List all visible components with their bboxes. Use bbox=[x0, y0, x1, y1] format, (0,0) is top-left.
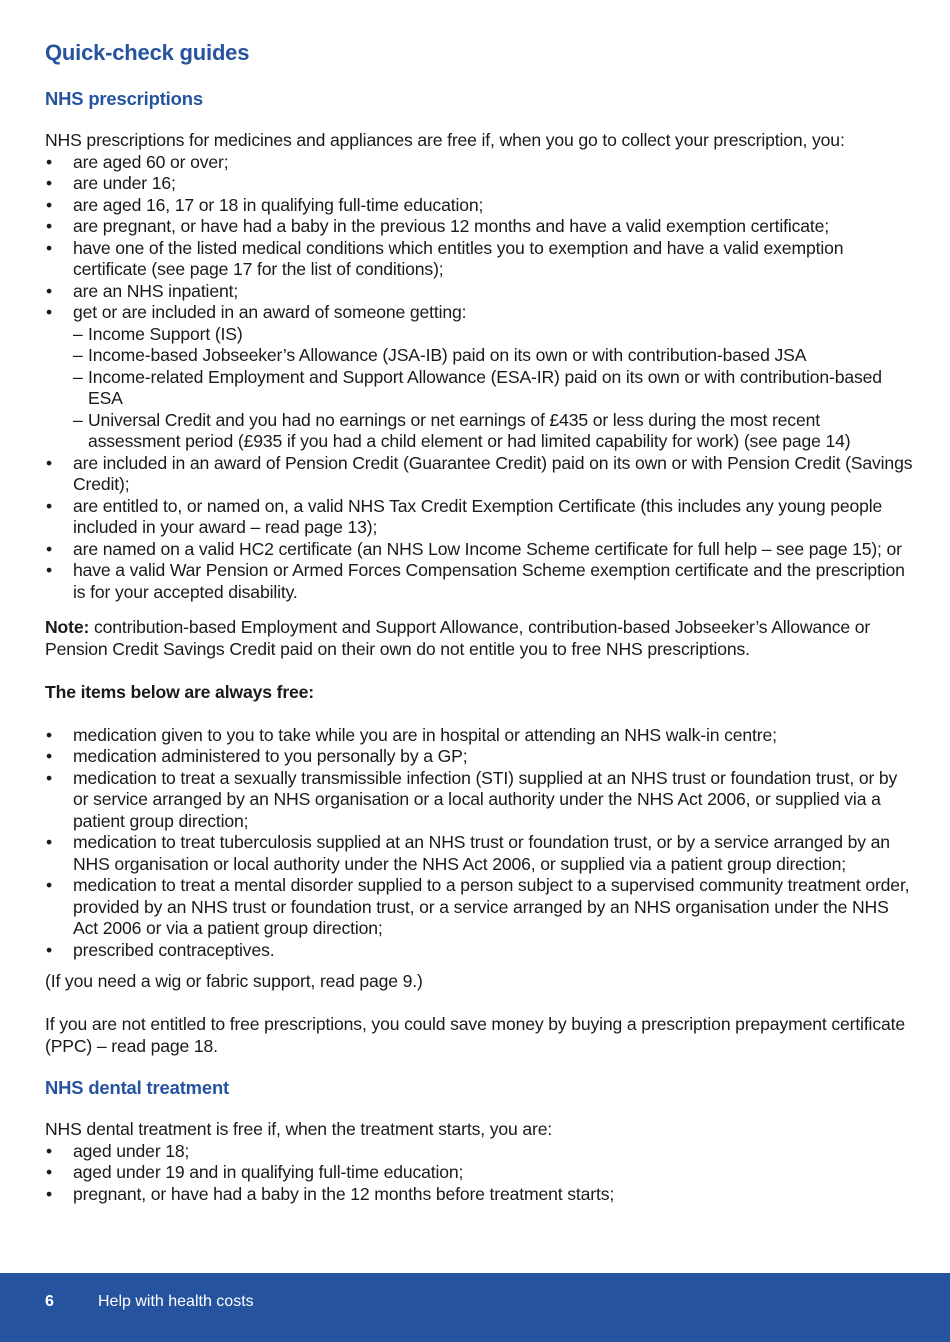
page-number: 6 bbox=[45, 1293, 54, 1310]
list-item-benefits bbox=[45, 302, 915, 453]
sub-list-item: – Income-related Employment and Support Allowance (ESA-IR) paid on its own or with contribution-based ESA bbox=[73, 367, 915, 410]
list-item: • medication to treat tuberculosis supplied at an NHS trust or foundation trust, or by a service arranged by an NHS organisation or local authority under the NHS Act 2006, or supplied via a patient group direction; bbox=[45, 832, 915, 875]
list-item: • medication administered to you personally by a GP; bbox=[45, 746, 915, 768]
list-item: • pregnant, or have had a baby in the 12 months before treatment starts; bbox=[45, 1184, 915, 1206]
section-heading-dental: NHS dental treatment bbox=[45, 1077, 230, 1098]
list-item: • are pregnant, or have had a baby in the previous 12 months and have a valid exemption certificate; bbox=[45, 216, 915, 238]
sub-list-item: – Income Support (IS) bbox=[73, 324, 915, 346]
list-item: • have one of the listed medical conditions which entitles you to exemption and have a valid exemption certificate (see page 17 for the list of conditions); bbox=[45, 238, 915, 281]
list-item: • are aged 16, 17 or 18 in qualifying full-time education; bbox=[45, 195, 915, 217]
wig-note: (If you need a wig or fabric support, read page 9.) bbox=[45, 971, 423, 991]
page-footer bbox=[0, 1273, 950, 1342]
always-free-heading: The items below are always free: bbox=[45, 681, 314, 702]
sub-list-item: – Income-based Jobseeker’s Allowance (JSA-IB) paid on its own or with contribution-based JSA bbox=[73, 345, 915, 367]
note-label: Note: bbox=[45, 617, 90, 637]
dental-intro: NHS dental treatment is free if, when the treatment starts, you are: bbox=[45, 1119, 553, 1139]
prescriptions-note bbox=[45, 617, 915, 660]
list-item: • medication to treat a sexually transmissible infection (STI) supplied at an NHS trust or foundation trust, or by or service arranged by an NHS organisation or a local authority under the NHS Act 2006, or supplied via a patient group direction; bbox=[45, 768, 915, 833]
document-title: Help with health costs bbox=[98, 1293, 254, 1310]
page-content bbox=[45, 38, 915, 1205]
list-item: • are entitled to, or named on, a valid NHS Tax Credit Exemption Certificate (this includes any young people included in your award – read page 13); bbox=[45, 496, 915, 539]
list-item: • are included in an award of Pension Credit (Guarantee Credit) paid on its own or with Pension Credit (Savings Credit); bbox=[45, 453, 915, 496]
list-item: • have a valid War Pension or Armed Forces Compensation Scheme exemption certificate and the prescription is for your accepted disability. bbox=[45, 560, 915, 603]
list-item: • are aged 60 or over; bbox=[45, 152, 915, 174]
list-item: • prescribed contraceptives. bbox=[45, 940, 915, 962]
section-heading-prescriptions: NHS prescriptions bbox=[45, 88, 203, 109]
page-title: Quick-check guides bbox=[45, 40, 250, 65]
list-item: • medication to treat a mental disorder supplied to a person subject to a supervised community treatment order, provided by an NHS trust or foundation trust, or a service arranged by an NHS organisation under the NHS Act 2006 or via a patient group direction; bbox=[45, 875, 915, 940]
list-item: • aged under 18; bbox=[45, 1141, 915, 1163]
list-item: • are under 16; bbox=[45, 173, 915, 195]
list-item-text: get or are included in an award of someone getting: bbox=[73, 302, 467, 322]
dental-eligibility-list bbox=[45, 1141, 915, 1206]
sub-list-item: – Universal Credit and you had no earnings or net earnings of £435 or less during the most recent assessment period (£935 if you had a child element or had limited capability for work) (see page 14) bbox=[73, 410, 915, 453]
ppc-note: If you are not entitled to free prescriptions, you could save money by buying a prescription prepayment certificate (PPC) – read page 18. bbox=[45, 1014, 905, 1056]
list-item: • are an NHS inpatient; bbox=[45, 281, 915, 303]
always-free-list bbox=[45, 725, 915, 962]
note-text: contribution-based Employment and Support Allowance, contribution-based Jobseeker’s Allowance or Pension Credit Savings Credit paid on their own do not entitle you to free NHS prescriptions. bbox=[45, 617, 871, 659]
list-item: • aged under 19 and in qualifying full-time education; bbox=[45, 1162, 915, 1184]
prescriptions-eligibility-list bbox=[45, 152, 915, 604]
list-item: • medication given to you to take while you are in hospital or attending an NHS walk-in centre; bbox=[45, 725, 915, 747]
benefits-sublist bbox=[73, 324, 915, 453]
prescriptions-intro: NHS prescriptions for medicines and appliances are free if, when you go to collect your prescription, you: bbox=[45, 130, 845, 150]
list-item: • are named on a valid HC2 certificate (an NHS Low Income Scheme certificate for full help – see page 15); or bbox=[45, 539, 915, 561]
